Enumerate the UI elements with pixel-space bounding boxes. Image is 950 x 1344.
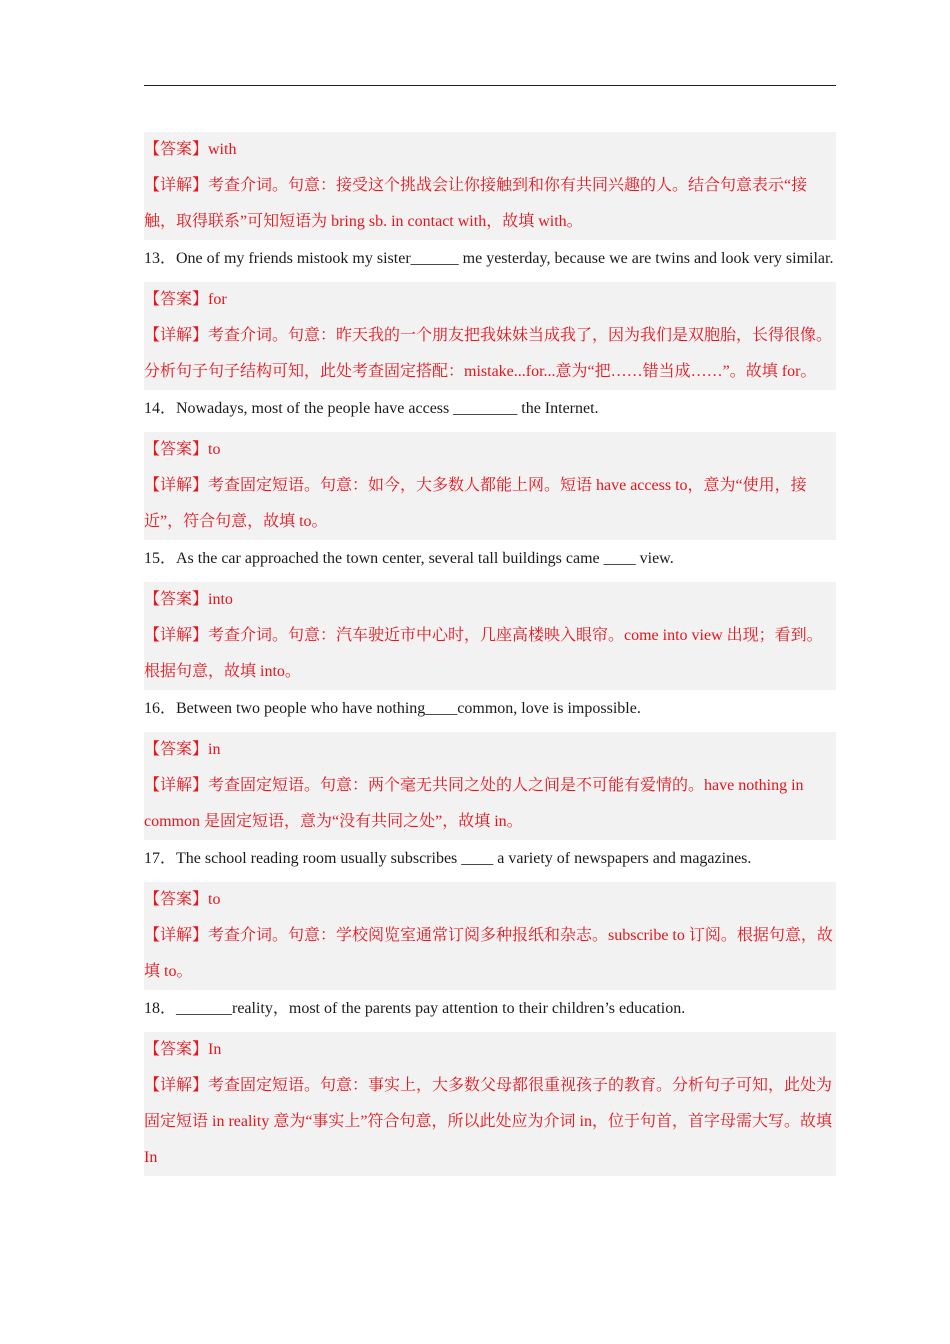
question-17: 17．The school reading room usually subscribes ____ a variety of newspapers and magazines.: [144, 850, 752, 867]
answer-block-16: [144, 732, 836, 840]
answer-line: 【答案】In: [144, 1041, 222, 1058]
detail-text: 【详解】考查固定短语。句意：事实上，大多数父母都很重视孩子的教育。分析句子可知，此处为固定短语 in reality 意为“事实上”符合句意，所以此处应为介词 in，位于句首，首字母需大写。故填 In: [144, 1077, 833, 1166]
answer-line: 【答案】in: [144, 741, 221, 758]
detail-text: 【详解】考查固定短语。句意：两个毫无共同之处的人之间是不可能有爱情的。have nothing in common 是固定短语，意为“没有共同之处”，故填 in。: [144, 777, 804, 830]
answer-line: 【答案】into: [144, 591, 233, 608]
detail-text: 【详解】考查固定短语。句意：如今，大多数人都能上网。短语 have access to，意为“使用，接近”，符合句意，故填 to。: [144, 477, 807, 530]
answer-line: 【答案】for: [144, 291, 227, 308]
content: [144, 132, 836, 1176]
detail-text: 【详解】考查介词。句意：昨天我的一个朋友把我妹妹当成我了，因为我们是双胞胎，长得很像。分析句子句子结构可知，此处考查固定搭配：mistake...for...意为“把……错当成……”。故填 for。: [144, 327, 833, 380]
detail-text: 【详解】考查介词。句意：学校阅览室通常订阅多种报纸和杂志。subscribe to 订阅。根据句意，故填 to。: [144, 927, 833, 980]
answer-line: 【答案】to: [144, 891, 221, 908]
answer-block-14: [144, 432, 836, 540]
question-16: 16．Between two people who have nothing____common, love is impossible.: [144, 700, 641, 717]
question-13: 13．One of my friends mistook my sister______ me yesterday, because we are twins and look very similar.: [144, 250, 834, 267]
question-14: 14．Nowadays, most of the people have access ________ the Internet.: [144, 400, 599, 417]
detail-text: 【详解】考查介词。句意：汽车驶近市中心时，几座高楼映入眼帘。come into view 出现；看到。根据句意，故填 into。: [144, 627, 823, 680]
answer-block-17: [144, 882, 836, 990]
question-15: 15．As the car approached the town center, several tall buildings came ____ view.: [144, 550, 674, 567]
question-18: 18．_______reality，most of the parents pay attention to their children’s education.: [144, 1000, 686, 1017]
answer-block-13: [144, 282, 836, 390]
answer-block-18: [144, 1032, 836, 1176]
header-rule: [144, 85, 836, 86]
answer-block-12: [144, 132, 836, 240]
answer-line: 【答案】with: [144, 141, 237, 158]
answer-line: 【答案】to: [144, 441, 221, 458]
detail-text: 【详解】考查介词。句意：接受这个挑战会让你接触到和你有共同兴趣的人。结合句意表示“接触，取得联系”可知短语为 bring sb. in contact with，故填 with。: [144, 177, 808, 230]
answer-block-15: [144, 582, 836, 690]
